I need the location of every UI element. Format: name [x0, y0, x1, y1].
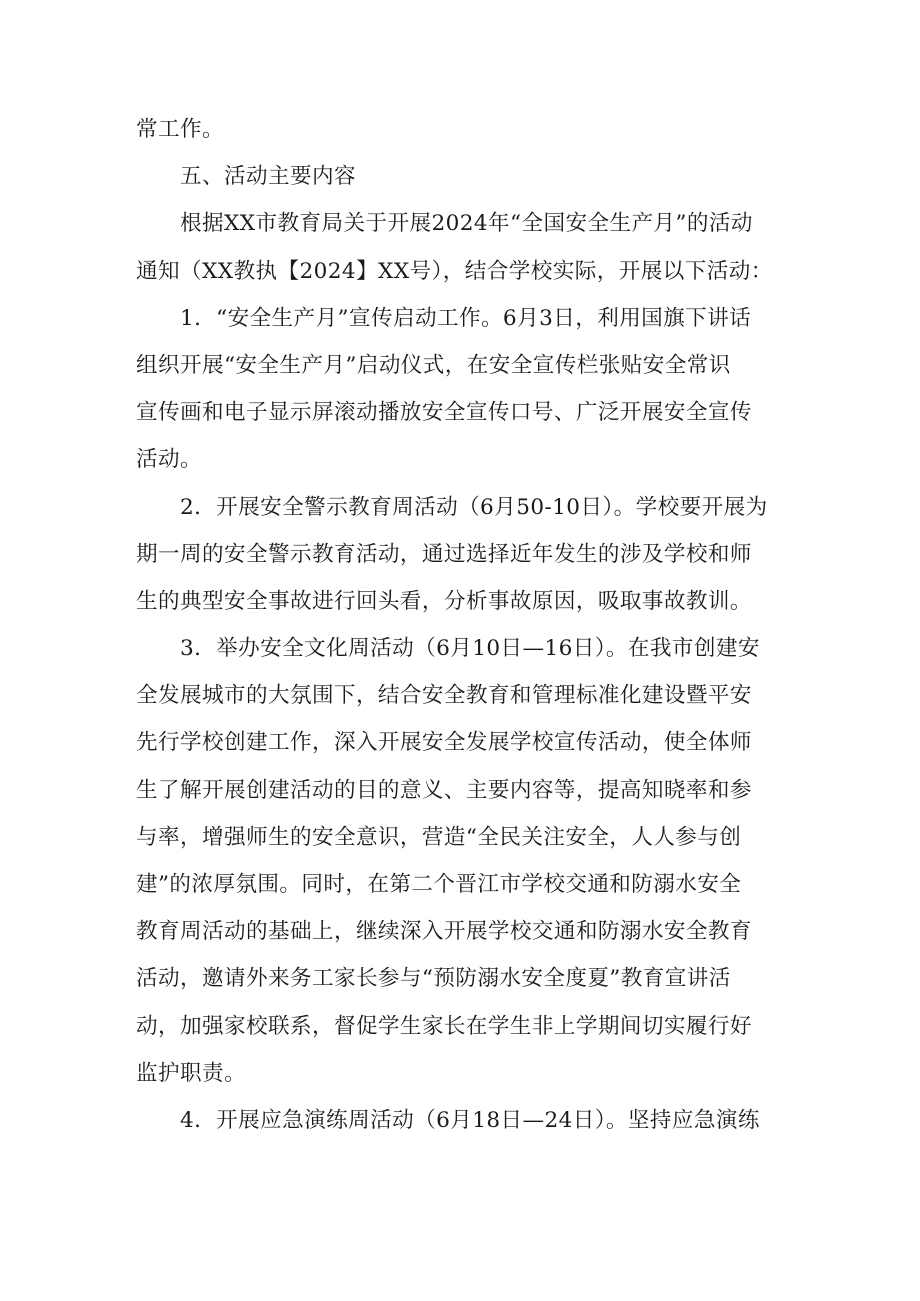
text-line: 与率，增强师生的安全意识，营造“全民关注安全，人人参与创: [136, 824, 742, 850]
text-line: 监护职责。: [136, 1060, 246, 1086]
text-line: 常工作。: [136, 117, 224, 142]
text-line: 1．“安全生产月”宣传启动工作。6月3日，利用国旗下讲话: [180, 305, 752, 331]
text-line: 动，加强家校联系，督促学生家长在学生非上学期间切实履行好: [136, 1013, 752, 1039]
text-line: 建”的浓厚氛围。同时，在第二个晋江市学校交通和防溺水安全: [136, 872, 742, 897]
text-line: 生了解开展创建活动的目的意义、主要内容等，提高知晓率和参: [136, 777, 752, 803]
text-line: 生的典型安全事故进行回头看，分析事故原因，吸取事故教训。: [136, 588, 752, 614]
text-line: 先行学校创建工作，深入开展安全发展学校宣传活动，使全体师: [136, 730, 752, 756]
text-line: 组织开展“安全生产月”启动仪式，在安全宣传栏张贴安全常识: [136, 352, 731, 378]
text-line: 3．举办安全文化周活动（6月10日—16日）。在我市创建安: [180, 636, 760, 662]
text-line: 根据XX市教育局关于开展2024年“全国安全生产月”的活动: [180, 211, 753, 237]
section-heading: 五、活动主要内容: [180, 164, 356, 190]
text-line: 2．开展安全警示教育周活动（6月50-10日）。学校要开展为: [180, 494, 768, 520]
text-line: 活动，邀请外来务工家长参与“预防溺水安全度夏”教育宣讲活: [136, 966, 731, 992]
text-line: 4．开展应急演练周活动（6月18日—24日）。坚持应急演练: [180, 1107, 760, 1133]
text-line: 宣传画和电子显示屏滚动播放安全宣传口号、广泛开展安全宣传: [136, 400, 752, 426]
text-line: 通知（XX教执【2024】XX号），结合学校实际，开展以下活动：: [136, 258, 773, 284]
text-line: 教育周活动的基础上，继续深入开展学校交通和防溺水安全教育: [136, 919, 752, 945]
document-body: [136, 106, 796, 1144]
text-line: 全发展城市的大氛围下，结合安全教育和管理标准化建设暨平安: [136, 683, 752, 709]
text-line: 活动。: [136, 447, 202, 473]
text-line: 期一周的安全警示教育活动，通过选择近年发生的涉及学校和师: [136, 541, 752, 567]
